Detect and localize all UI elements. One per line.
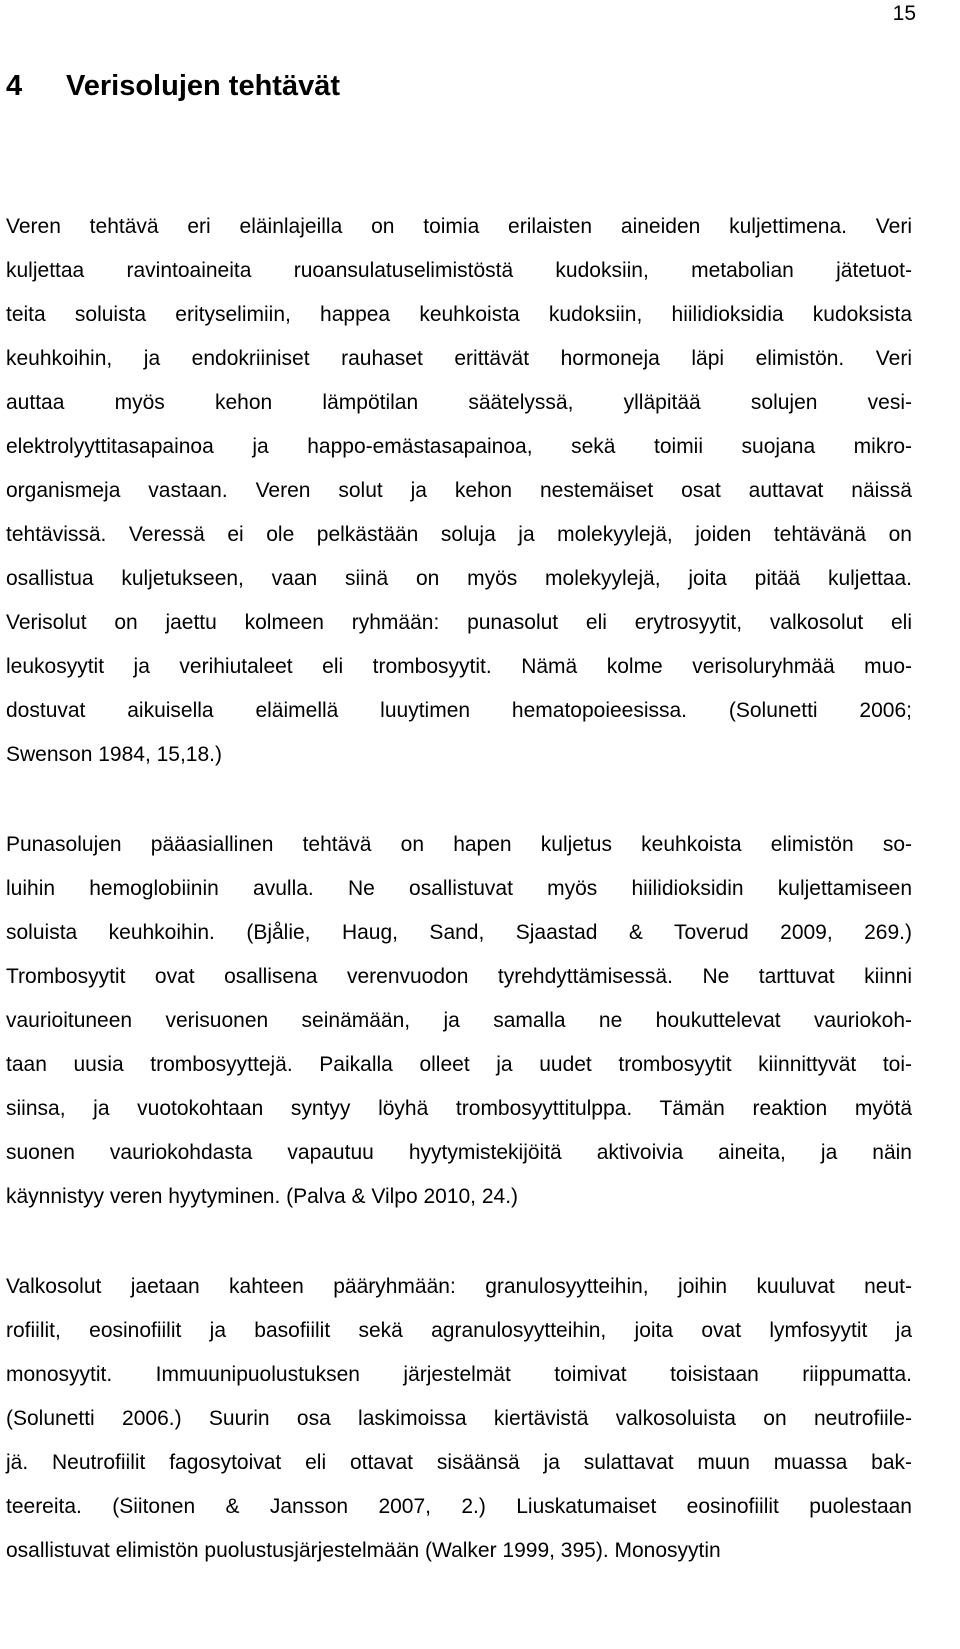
text-line: siinsa, ja vuotokohtaan syntyy löyhä trombosyyttitulppa. Tämän reaktion myötä [6, 1097, 912, 1120]
text-line: auttaa myös kehon lämpötilan säätelyssä, ylläpitää solujen vesi- [6, 391, 912, 414]
text-line: elektrolyyttitasapainoa ja happo-emästasapainoa, sekä toimii suojana mikro- [6, 435, 912, 458]
text-line: kuljettaa ravintoaineita ruoansulatuselimistöstä kudoksiin, metabolian jätetuot- [6, 259, 912, 282]
text-line: (Solunetti 2006.) Suurin osa laskimoissa kiertävistä valkosoluista on neutrofiile- [6, 1407, 912, 1430]
text-line: tehtävissä. Veressä ei ole pelkästään soluja ja molekyylejä, joiden tehtävänä on [6, 523, 912, 546]
text-line: Punasolujen pääasiallinen tehtävä on hapen kuljetus keuhkoista elimistön so- [6, 833, 912, 856]
text-line: dostuvat aikuisella eläimellä luuytimen hematopoieesissa. (Solunetti 2006; [6, 699, 912, 722]
text-line: rofiilit, eosinofiilit ja basofiilit sekä agranulosyytteihin, joita ovat lymfosyytit ja [6, 1319, 912, 1342]
text-line: luihin hemoglobiinin avulla. Ne osallistuvat myös hiilidioksidin kuljettamiseen [6, 877, 912, 900]
paragraph-blood-functions [6, 205, 912, 777]
page-number: 15 [892, 2, 916, 25]
paragraph-white-cells [6, 1265, 912, 1573]
text-line: osallistua kuljetukseen, vaan siinä on myös molekyylejä, joita pitää kuljettaa. [6, 567, 912, 590]
text-line: soluista keuhkoihin. (Bjålie, Haug, Sand, Sjaastad & Toverud 2009, 269.) [6, 921, 912, 944]
section-number: 4 [6, 70, 23, 102]
text-line: Veren tehtävä eri eläinlajeilla on toimia erilaisten aineiden kuljettimena. Veri [6, 215, 912, 238]
text-line: teita soluista erityselimiin, happea keuhkoista kudoksiin, hiilidioksidia kudoksista [6, 303, 912, 326]
text-line: Trombosyytit ovat osallisena verenvuodon tyrehdyttämisessä. Ne tarttuvat kiinni [6, 965, 912, 988]
text-line: Swenson 1984, 15,18.) [6, 743, 222, 766]
text-line: teereita. (Siitonen & Jansson 2007, 2.) Liuskatumaiset eosinofiilit puolestaan [6, 1495, 912, 1518]
section-heading [6, 70, 340, 103]
section-title: Verisolujen tehtävät [66, 70, 340, 102]
text-line: leukosyytit ja verihiutaleet eli trombosyytit. Nämä kolme verisoluryhmää muo- [6, 655, 912, 678]
text-line: käynnistyy veren hyytyminen. (Palva & Vilpo 2010, 24.) [6, 1185, 519, 1208]
text-line: osallistuvat elimistön puolustusjärjestelmään (Walker 1999, 395). Monosyytin [6, 1539, 721, 1562]
text-line: monosyytit. Immuunipuolustuksen järjestelmät toimivat toisistaan riippumatta. [6, 1363, 912, 1386]
text-line: suonen vauriokohdasta vapautuu hyytymistekijöitä aktivoivia aineita, ja näin [6, 1141, 912, 1164]
text-line: jä. Neutrofiilit fagosytoivat eli ottavat sisäänsä ja sulattavat muun muassa bak- [6, 1451, 912, 1474]
text-line: vaurioituneen verisuonen seinämään, ja samalla ne houkuttelevat vauriokoh- [6, 1009, 912, 1032]
text-line: keuhkoihin, ja endokriiniset rauhaset erittävät hormoneja läpi elimistön. Veri [6, 347, 912, 370]
text-line: Verisolut on jaettu kolmeen ryhmään: punasolut eli erytrosyytit, valkosolut eli [6, 611, 912, 634]
text-line: taan uusia trombosyyttejä. Paikalla olleet ja uudet trombosyytit kiinnittyvät toi- [6, 1053, 912, 1076]
text-line: organismeja vastaan. Veren solut ja kehon nestemäiset osat auttavat näissä [6, 479, 912, 502]
paragraph-red-cells-platelets [6, 823, 912, 1219]
text-line: Valkosolut jaetaan kahteen pääryhmään: granulosyytteihin, joihin kuuluvat neut- [6, 1275, 912, 1298]
